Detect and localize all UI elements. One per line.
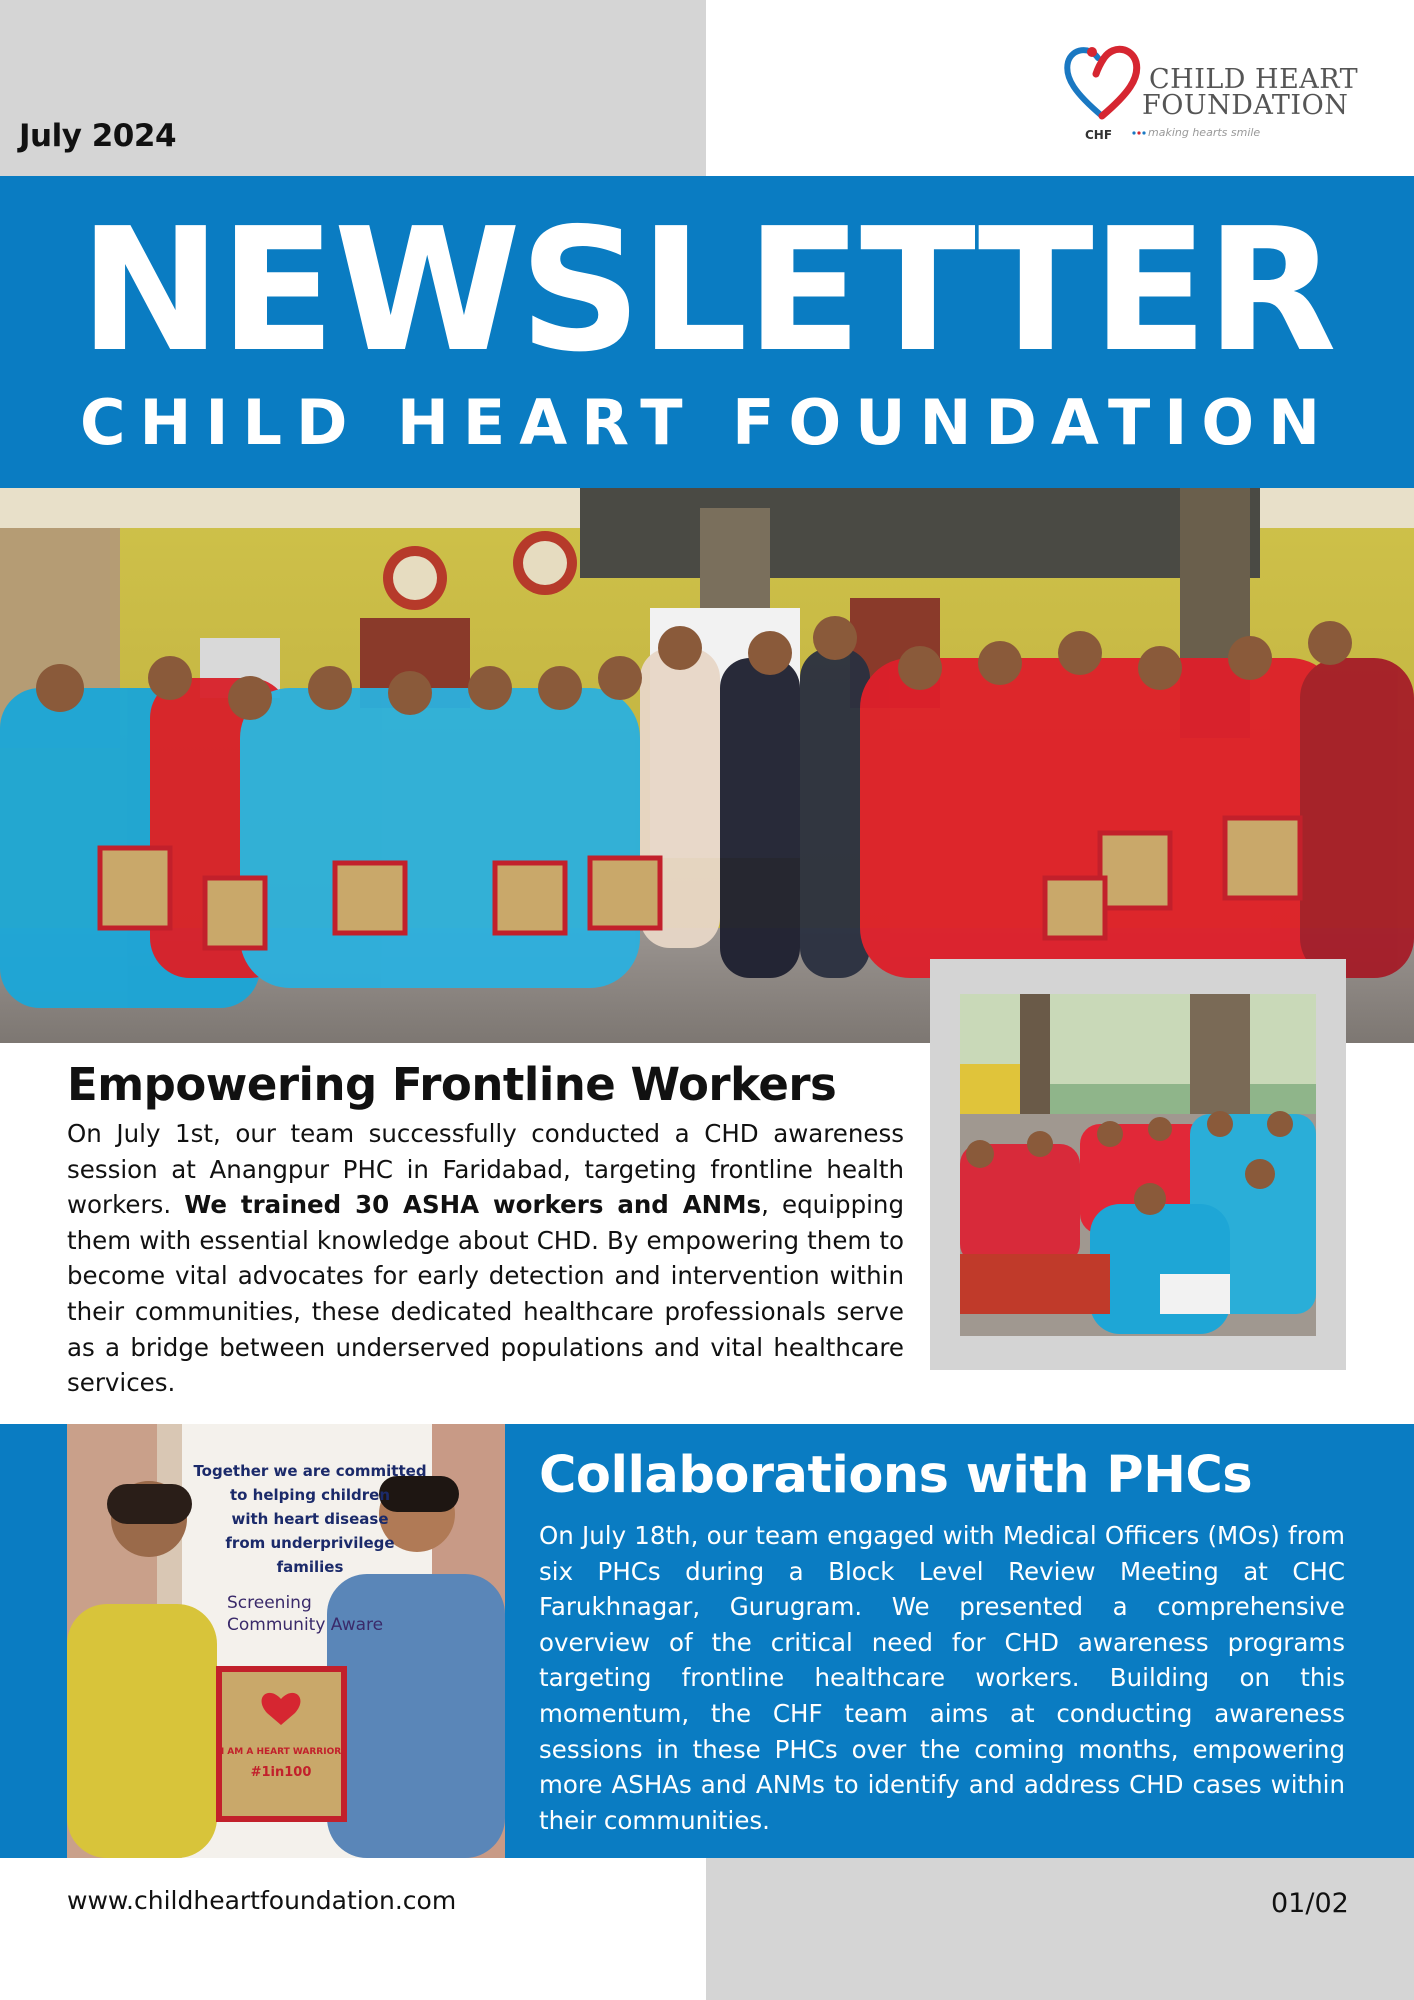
logo-tagline: making hearts smile: [1148, 126, 1261, 139]
logo-name-line1: CHILD HEART: [1149, 64, 1359, 95]
chf-logo[interactable]: [1062, 42, 1362, 146]
newsletter-banner: [0, 176, 1414, 488]
bag-handover-photo: [67, 1424, 505, 1858]
section1-body-intro: On July 1st, our team successfully conducted a CHD awareness session at Anangpur PHC in Faridabad, targeting frontline health workers.: [67, 1119, 904, 1220]
footer-grey-panel: [706, 1858, 1414, 2000]
sign-line-6: Screening: [227, 1593, 312, 1613]
sign-line-4: from underprivilege: [225, 1534, 395, 1552]
page-number: 01/02: [1271, 1888, 1349, 1919]
seated-workers-photo-icon: [960, 994, 1316, 1336]
issue-date: July 2024: [19, 118, 177, 154]
banner-subtitle: CHILD HEART FOUNDATION: [80, 386, 1334, 459]
section2-body: On July 18th, our team engaged with Medical Officers (MOs) from six PHCs during a Block Level Review Meeting at CHC Farukhnagar, Gurugram. We presented a comprehensive overview of the critical need for CHD awareness programs targeting frontline healthcare workers. Building on this momentum, the CHF team aims at conducting awareness sessions in these PHCs over the coming months, empowering more ASHAs and ANMs to identify and address CHD cases within their communities.: [539, 1521, 1345, 1835]
logo-name-line2: FOUNDATION: [1142, 90, 1349, 121]
website-link[interactable]: www.childheartfoundation.com: [67, 1886, 457, 1915]
section1-title: Empowering Frontline Workers: [67, 1058, 837, 1111]
session-photo: [960, 994, 1316, 1336]
sign-line-5: families: [276, 1558, 344, 1576]
logo-dots-icon: [1132, 131, 1146, 135]
session-photo-frame: [930, 959, 1346, 1370]
bag-sub-text: #1in100: [250, 1765, 312, 1780]
heart-logo-icon: [1062, 42, 1142, 122]
banner-title: NEWSLETTER: [79, 192, 1335, 390]
logo-abbr: CHF: [1085, 128, 1113, 142]
sign-line-1: Together we are committed: [193, 1462, 427, 1480]
sign-line-2: to helping children: [229, 1486, 391, 1504]
handover-photo-icon: [67, 1424, 505, 1858]
bag-text: I AM A HEART WARRIOR: [220, 1747, 342, 1757]
section1-body-rest: , equipping them with essential knowledge about CHD. By empowering them to become vital advocates for early detection and intervention within their communities, these dedicated healthcare professionals serve as a bridge between underserved populations and vital healthcare services.: [67, 1190, 905, 1398]
section1-body-highlight: We trained 30 ASHA workers and ANMs: [184, 1190, 762, 1220]
sign-line-3: with heart disease: [231, 1510, 389, 1528]
section1-body: [67, 1116, 904, 1401]
section2-title: Collaborations with PHCs: [539, 1446, 1253, 1505]
sign-line-7: Community Aware: [227, 1615, 384, 1635]
